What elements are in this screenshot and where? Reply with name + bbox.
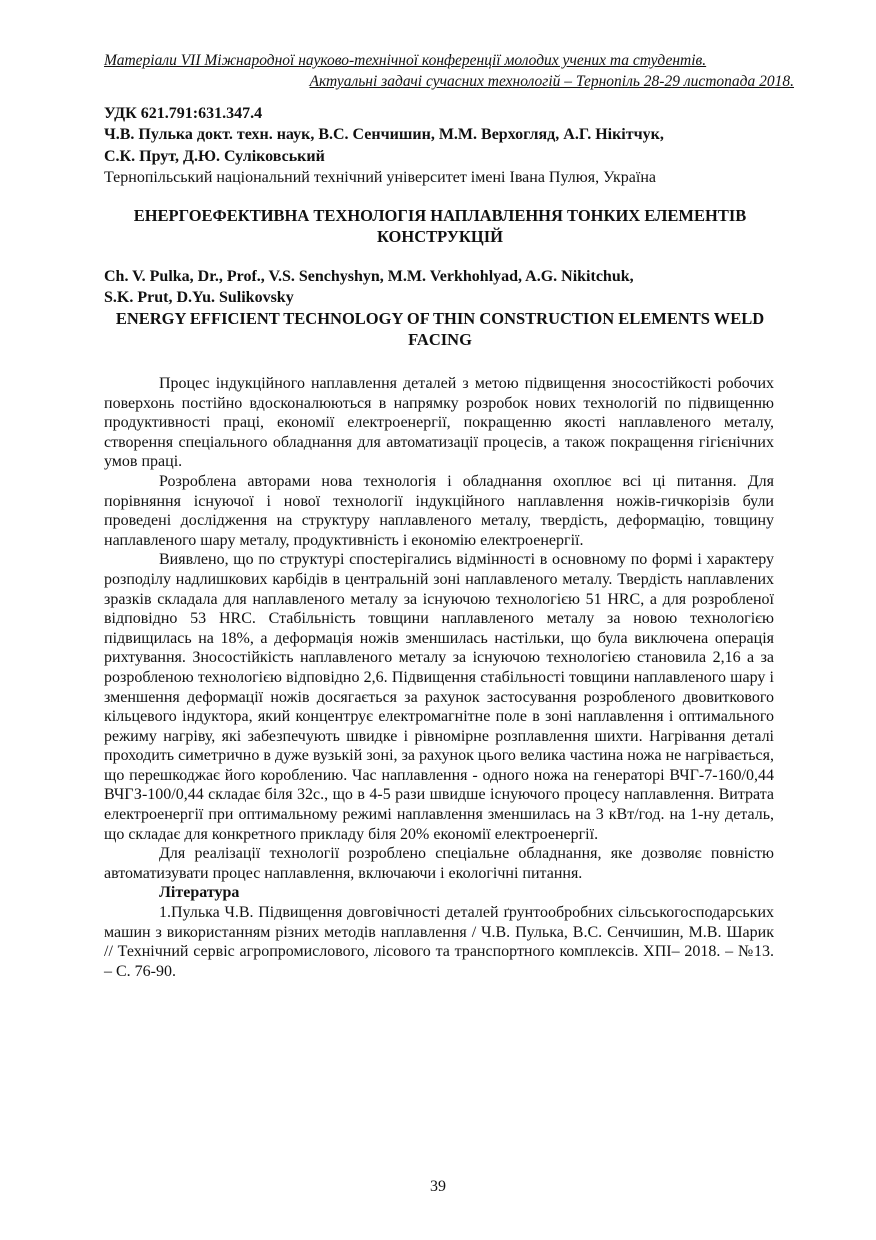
authors-en-line-2: S.K. Prut, D.Yu. Sulikovsky xyxy=(104,289,294,306)
affiliation: Тернопільський національний технічний університет імені Івана Пулюя, Україна xyxy=(104,169,656,186)
page-number: 39 xyxy=(430,1178,446,1195)
running-header-line-2: Актуальні задачі сучасних технологій – Тернопіль 28-29 листопада 2018. xyxy=(309,73,794,90)
title-ua: ЕНЕРГОЕФЕКТИВНА ТЕХНОЛОГІЯ НАПЛАВЛЕННЯ ТОНКИХ ЕЛЕМЕНТІВ КОНСТРУКЦІЙ xyxy=(133,206,747,246)
paragraph-2: Розроблена авторами нова технологія і обладнання охоплює всі ці питання. Для порівняння існуючої і нової технології індукційного наплавлення ножів-гичкорізів були проведені дослідження на структуру наплавленого металу, твердість, деформацію, товщину наплавленого шару металу, продуктивність і економію електроенергії. xyxy=(104,472,774,549)
reference-1: 1.Пулька Ч.В. Підвищення довговічності деталей ґрунтообробних сільськогосподарських машин з використанням різних методів наплавлення / Ч.В. Пулька, В.С. Сенчишин, М.В. Шарик // Технічний сервіс агропромислового, лісового та транспортного комплексів. ХПІ– 2018. – №13. – С. 76-90. xyxy=(104,904,774,980)
title-en: ENERGY EFFICIENT TECHNOLOGY OF THIN CONSTRUCTION ELEMENTS WELD FACING xyxy=(115,309,765,349)
udk-code: УДК 621.791:631.347.4 xyxy=(104,105,263,122)
authors-ua-line-2: С.К. Прут, Д.Ю. Суліковський xyxy=(104,148,325,165)
authors-en-line-1: Ch. V. Pulka, Dr., Prof., V.S. Senchyshyn, M.M. Verkhohlyad, A.G. Nikitchuk, xyxy=(104,268,634,285)
paragraph-4: Для реалізації технології розроблено спеціальне обладнання, яке дозволяє повністю автоматизувати процес наплавлення, включаючи і екологічні питання. xyxy=(104,845,774,882)
authors-ua-line-1: Ч.В. Пулька докт. техн. наук, В.С. Сенчишин, М.М. Верхогляд, А.Г. Нікітчук, xyxy=(104,126,664,143)
paragraph-3: Виявлено, що по структурі спостерігались відмінності в основному по формі і характеру розподілу надлишкових карбідів в центральній зоні наплавленого металу. Твердість наплавлених зразків складала для наплавленого металу за існуючою технологією 51 HRC, а для розробленої відповідно 53 HRC. Стабільність товщини наплавленого металу за новою технологією підвищилась на 18%, а деформація ножів зменшилась настільки, що була виключена операція рихтування. Зносостійкість наплавленого металу за існуючою технологією становила 2,16 а за розробленою технологією відповідно 2,6. Підвищення стабільності товщини наплавленого шару і зменшення деформації ножів досягається за рахунок застосування розробленого двовиткового кільцевого індуктора, який концентрує електромагнітне поле в зоні наплавлення і оптимального режиму нагріву, які забезпечують швидке і рівномірне розплавлення шихти. Нагрівання деталі проходить симетрично в дуже вузькій зоні, за рахунок цього велика частина ножа не нагрівається, що перешкоджає його короблению. Час наплавлення - одного ножа на генераторі ВЧГ-7-160/0,44 ВЧГЗ-100/0,44 складає біля 32с., що в 4-5 рази швидше існуючого процесу наплавлення. Витрата електроенергії при оптимальному режимі наплавлення зменшилась на 3 кВт/год. на 1-ну деталь, що складає для конкретного прикладу біля 20% економії електроенергії. xyxy=(104,551,774,843)
paragraph-1: Процес індукційного наплавлення деталей з метою підвищення зносостійкості робочих поверхонь постійно вдосконалюються в напрямку розробок нових технологій по підвищенню продуктивності праці, економії електроенергії, покращенню якості наплавленого металу, створення спеціального обладнання для автоматизації процесів, а також покращення гігієнічних умов праці. xyxy=(104,375,774,471)
literature-heading: Література xyxy=(159,884,240,902)
article-body xyxy=(104,374,774,981)
running-header-line-1: Матеріали VII Міжнародної науково-технічної конференції молодих учених та студентів. xyxy=(104,52,707,69)
